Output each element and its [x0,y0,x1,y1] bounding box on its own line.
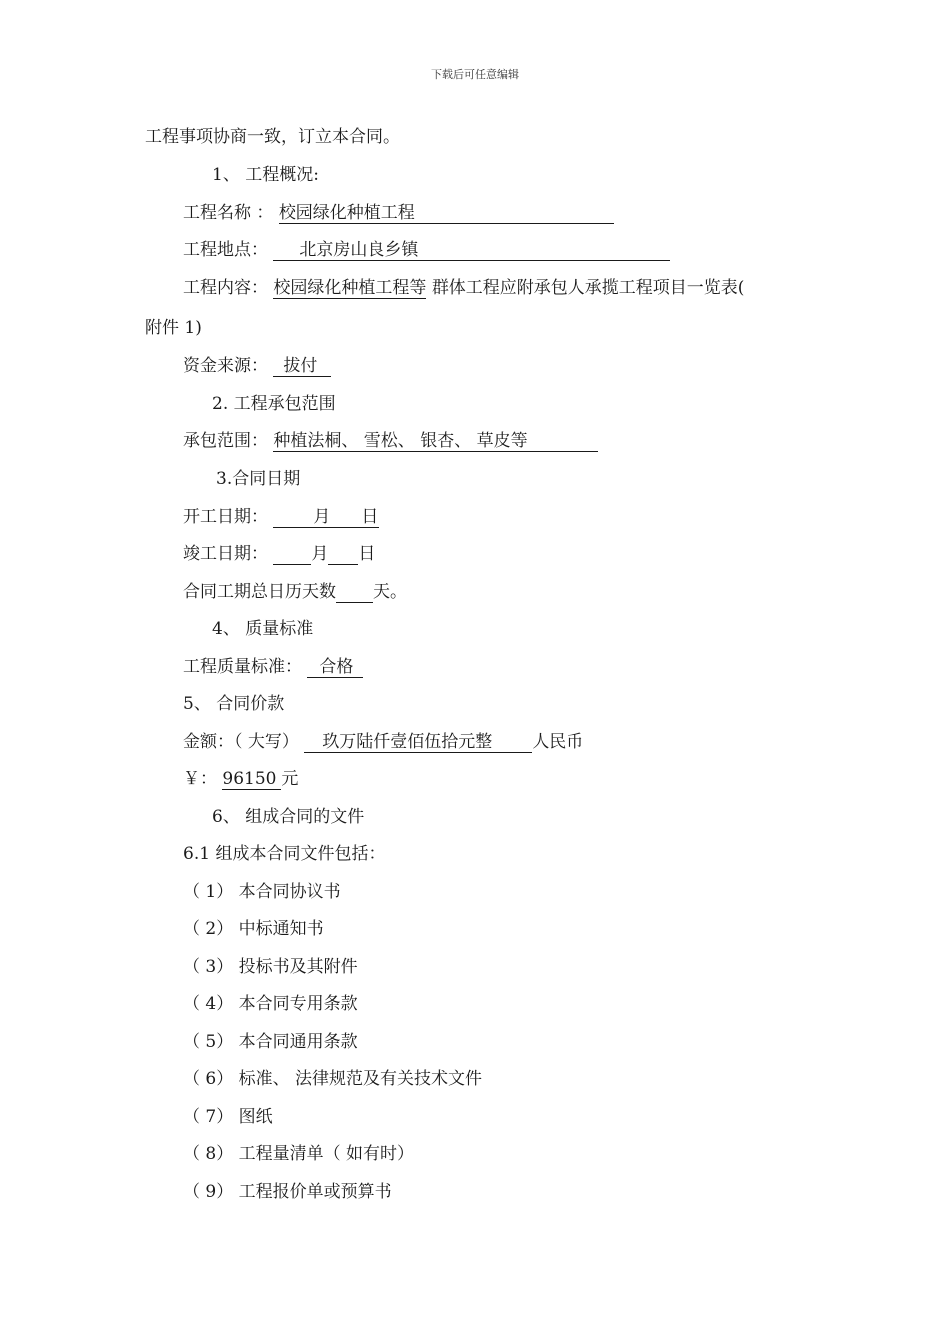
section1-heading: 1、 工程概况: [212,165,319,185]
total-days-blank [336,582,373,603]
amount-label: 金额：（ 大写） [183,732,299,752]
total-days-prefix: 合同工期总日历天数 [183,582,336,602]
project-name-row [183,202,614,224]
start-date-blank [273,507,379,528]
project-content-rest2: 附件 1) [145,318,202,338]
section4-heading: 4、 质量标准 [212,619,314,639]
start-day: 日 [361,507,379,527]
document-list-item: （ 6） 标准、 法律规范及有关技术文件 [183,1069,483,1089]
scope-value: 种植法桐、 雪松、 银杏、 草皮等 [273,431,598,452]
yen-label: ￥： [183,769,217,789]
end-date-label: 竣工日期： [183,544,268,564]
document-list-item: （ 1） 本合同协议书 [183,882,341,902]
total-days-row [183,581,407,603]
start-month: 月 [313,507,331,527]
scope-row [183,430,598,452]
quality-label: 工程质量标准： [183,657,302,677]
end-day: 日 [358,544,376,564]
section3-heading: 3.合同日期 [216,469,301,489]
end-month-blank [273,544,311,565]
start-date-row [183,506,379,528]
document-list-item: （ 8） 工程量清单（ 如有时） [183,1144,415,1164]
document-list-item: （ 9） 工程报价单或预算书 [183,1182,392,1202]
document-list-item: （ 7） 图纸 [183,1107,273,1127]
scope-label: 承包范围： [183,431,268,451]
project-location-value: 北京房山良乡镇 [273,240,670,261]
project-content-label: 工程内容： [183,278,268,298]
yen-unit: 元 [281,769,299,789]
yen-value: 96150 [222,769,281,790]
project-name-label: 工程名称 ： [183,203,274,223]
project-content-rest: 群体工程应附承包人承揽工程项目一览表( [431,278,745,298]
document-list-item: （ 3） 投标书及其附件 [183,957,358,977]
funding-row [183,355,331,377]
document-list-item: （ 5） 本合同通用条款 [183,1032,358,1052]
section6-heading: 6、 组成合同的文件 [212,807,365,827]
end-date-row [183,543,375,565]
document-list-item: （ 2） 中标通知书 [183,919,324,939]
end-month: 月 [311,544,329,564]
project-content-value: 校园绿化种植工程等 [273,278,427,298]
start-date-label: 开工日期： [183,507,268,527]
amount-row [183,731,583,753]
section2-heading: 2. 工程承包范围 [212,394,336,414]
header-note: 下载后可任意编辑 [431,68,519,81]
intro-line: 工程事项协商一致，订立本合同。 [145,127,400,147]
project-content-row [183,277,744,299]
project-location-label: 工程地点： [183,240,268,260]
funding-label: 资金来源： [183,356,268,376]
section5-heading: 5、 合同价款 [183,694,285,714]
quality-row [183,656,363,678]
document-list-item: （ 4） 本合同专用条款 [183,994,358,1014]
section6-sub-heading: 6.1 组成本合同文件包括： [183,844,386,864]
end-day-blank [328,544,358,565]
total-days-suffix: 天。 [373,582,407,602]
quality-value: 合格 [307,657,363,678]
funding-value: 拔付 [273,356,331,377]
amount-value: 玖万陆仟壹佰伍拾元整 [304,732,532,753]
yen-row [183,768,298,790]
project-location-row [183,239,670,261]
project-name-value: 校园绿化种植工程 [279,203,614,224]
amount-currency: 人民币 [532,732,584,752]
